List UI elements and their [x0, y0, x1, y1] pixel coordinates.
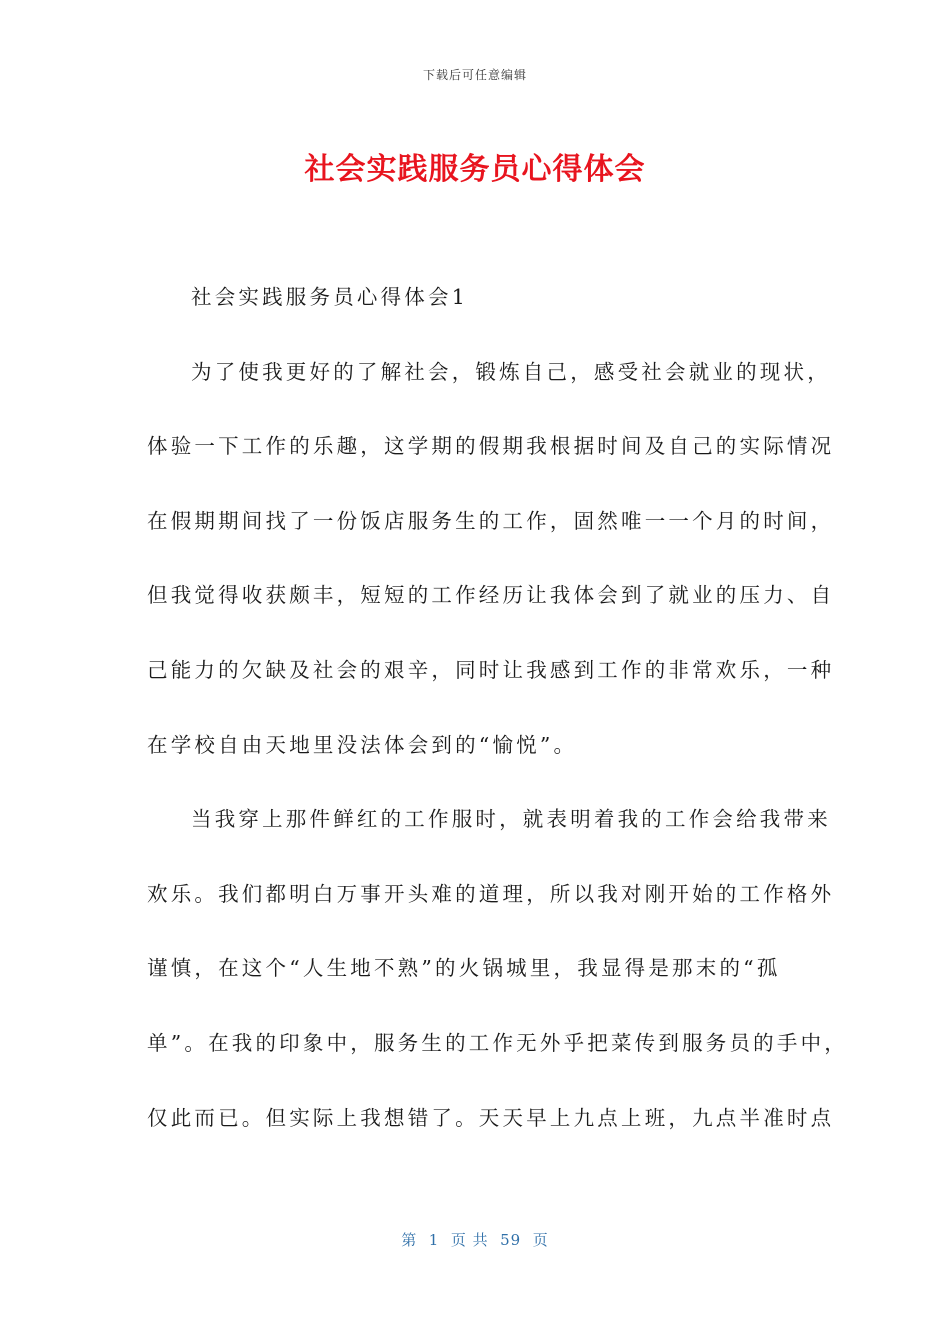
- header-note: 下载后可任意编辑: [422, 68, 527, 82]
- section-heading: 社会实践服务员心得体会1: [191, 285, 468, 309]
- document-title: 社会实践服务员心得体会: [304, 152, 646, 187]
- paragraph-line: 体验一下工作的乐趣，这学期的假期我根据时间及自己的实际情况: [147, 434, 835, 459]
- paragraph-line: 欢乐。我们都明白万事开头难的道理，所以我对刚开始的工作格外: [147, 881, 835, 906]
- paragraph-line: 单”。在我的印象中，服务生的工作无外乎把菜传到服务员的手中，: [147, 1030, 848, 1055]
- document-body: [147, 273, 848, 1168]
- paragraph-line: 己能力的欠缺及社会的艰辛，同时让我感到工作的非常欢乐，一种: [147, 657, 835, 682]
- page-footer: 第 1 页 共 59 页: [401, 1231, 549, 1249]
- paragraph-line: 但我觉得收获颇丰，短短的工作经历让我体会到了就业的压力、自: [147, 583, 835, 608]
- paragraph-line: 在假期期间找了一份饭店服务生的工作，固然唯一一个月的时间，: [147, 508, 835, 533]
- paragraph-line: 为了使我更好的了解社会，锻炼自己，感受社会就业的现状，: [191, 359, 831, 384]
- paragraph-line: 当我穿上那件鲜红的工作服时，就表明着我的工作会给我带来: [191, 807, 831, 832]
- paragraph-line: 谨慎，在这个“人生地不熟”的火锅城里，我显得是那末的“孤: [147, 956, 781, 981]
- paragraph-line: 仅此而已。但实际上我想错了。天天早上九点上班，九点半准时点: [147, 1105, 835, 1130]
- paragraph-line: 在学校自由天地里没法体会到的“愉悦”。: [147, 732, 578, 757]
